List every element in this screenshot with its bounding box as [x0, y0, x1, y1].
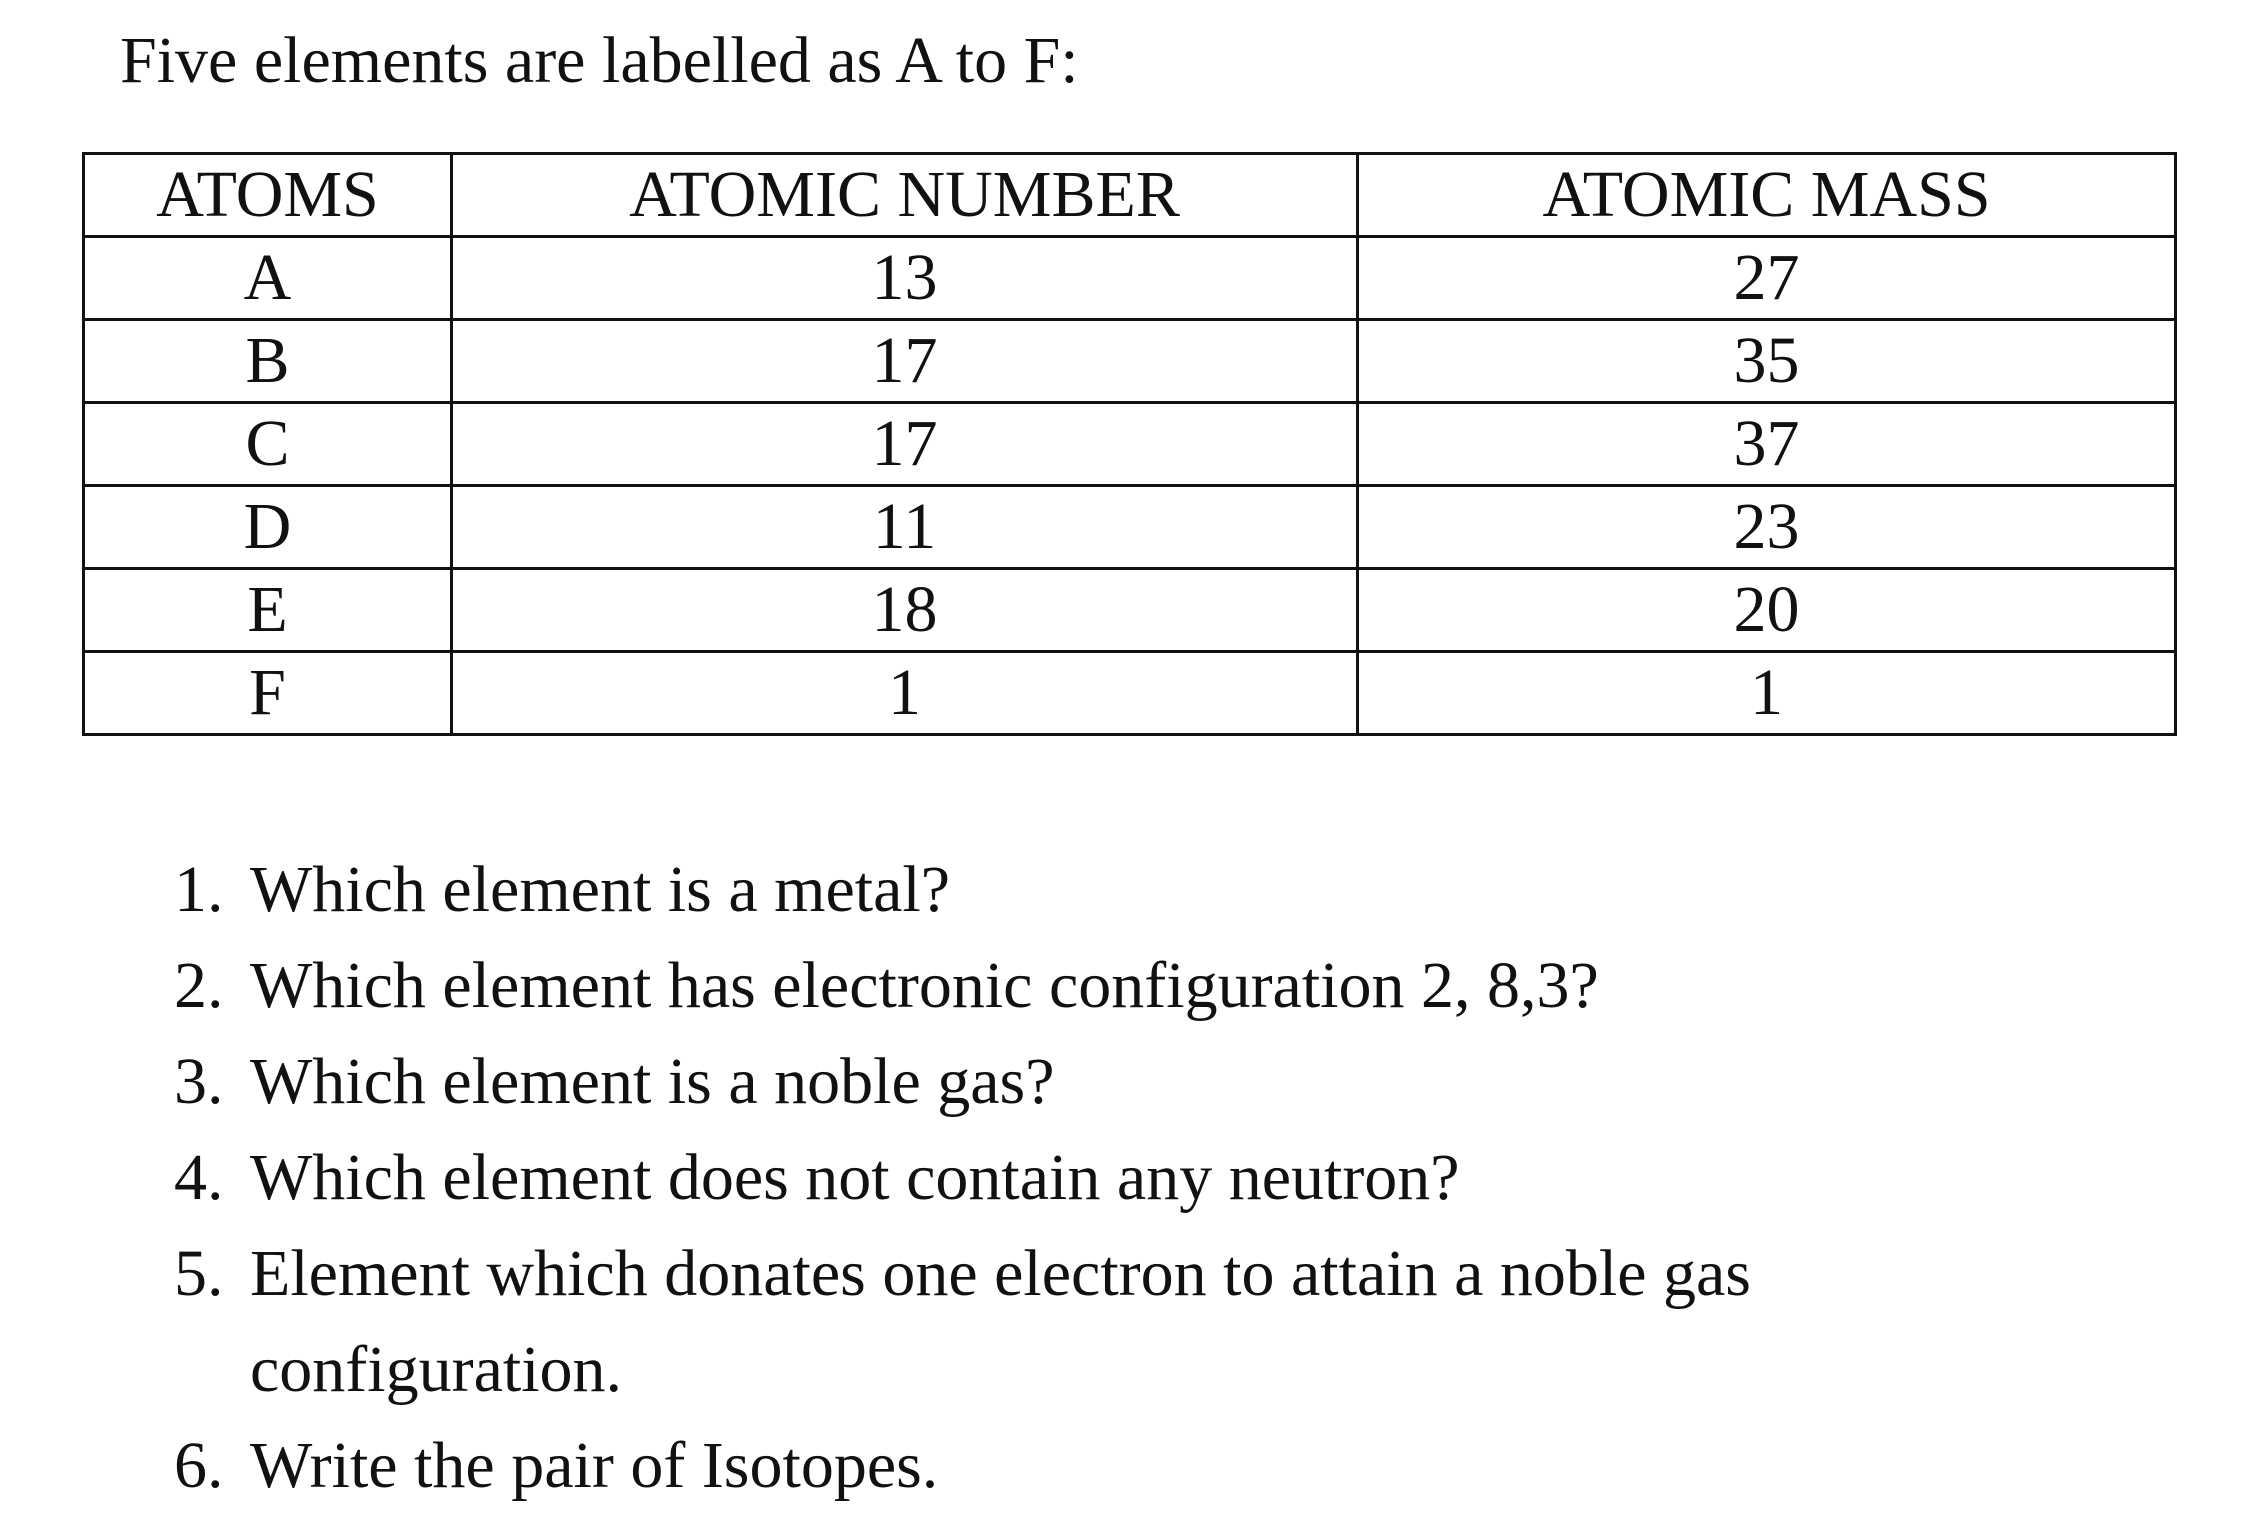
atomic-mass-cell: 37 [1358, 403, 2176, 486]
header-atomic-mass: ATOMIC MASS [1358, 154, 2176, 237]
header-atoms: ATOMS [84, 154, 452, 237]
atomic-number-cell: 13 [452, 237, 1358, 320]
question-number: 5. [174, 1237, 224, 1310]
question-number: 3. [174, 1045, 224, 1118]
question-number: 2. [174, 949, 224, 1022]
question-item [0, 938, 2258, 1034]
table-row [84, 237, 2176, 320]
atomic-number-cell: 17 [452, 320, 1358, 403]
question-list [0, 842, 2258, 1514]
table-row [84, 652, 2176, 735]
question-number: 6. [174, 1429, 224, 1502]
table-row [84, 569, 2176, 652]
table-header-row [84, 154, 2176, 237]
header-atomic-number: ATOMIC NUMBER [452, 154, 1358, 237]
question-text: Element which donates one electron to attain a noble gas configuration. [250, 1237, 1751, 1406]
atom-cell: E [84, 569, 452, 652]
table-row [84, 403, 2176, 486]
question-item [0, 842, 2258, 938]
atom-cell: B [84, 320, 452, 403]
question-text: Which element has electronic configuration 2, 8,3? [250, 949, 1599, 1022]
question-item [0, 1226, 2258, 1418]
atomic-mass-cell: 27 [1358, 237, 2176, 320]
atomic-mass-cell: 35 [1358, 320, 2176, 403]
atomic-number-cell: 18 [452, 569, 1358, 652]
question-number: 1. [174, 853, 224, 926]
question-text: Which element does not contain any neutron? [250, 1141, 1460, 1214]
atoms-table [82, 152, 2177, 736]
table-row [84, 320, 2176, 403]
question-text: Which element is a metal? [250, 853, 951, 926]
table-row [84, 486, 2176, 569]
atomic-number-cell: 11 [452, 486, 1358, 569]
question-number: 4. [174, 1141, 224, 1214]
atom-cell: C [84, 403, 452, 486]
atomic-mass-cell: 1 [1358, 652, 2176, 735]
atom-cell: F [84, 652, 452, 735]
atom-cell: A [84, 237, 452, 320]
intro-text: Five elements are labelled as A to F: [120, 24, 1079, 97]
question-item [0, 1418, 2258, 1514]
atomic-number-cell: 1 [452, 652, 1358, 735]
atomic-number-cell: 17 [452, 403, 1358, 486]
question-text: Which element is a noble gas? [250, 1045, 1055, 1118]
atom-cell: D [84, 486, 452, 569]
question-item [0, 1130, 2258, 1226]
question-text: Write the pair of Isotopes. [250, 1429, 939, 1502]
atomic-mass-cell: 20 [1358, 569, 2176, 652]
question-item [0, 1034, 2258, 1130]
atomic-mass-cell: 23 [1358, 486, 2176, 569]
